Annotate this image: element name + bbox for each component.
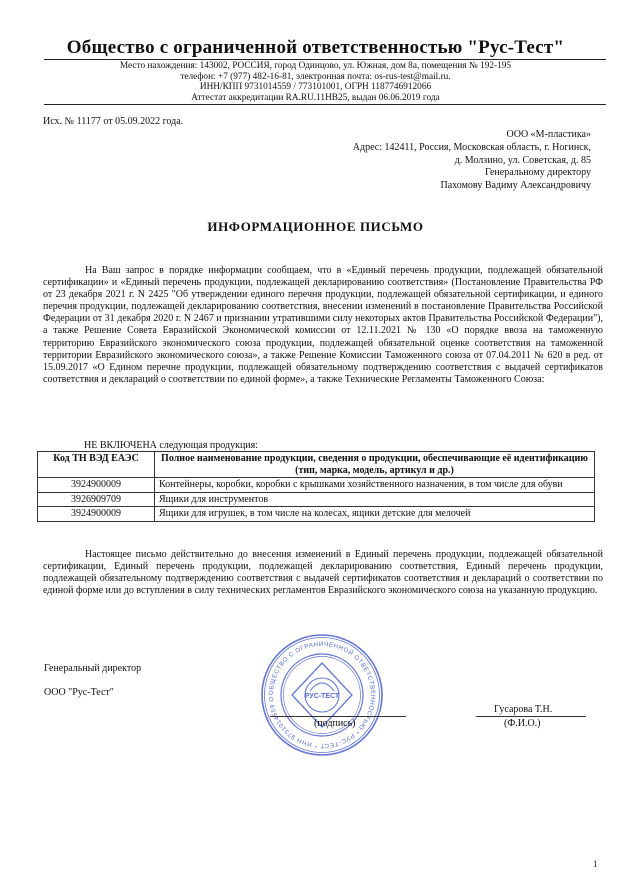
company-stamp — [260, 633, 384, 757]
recipient-org: ООО «М-пластика» — [506, 129, 591, 140]
stamp-center-text: РУС-ТЕСТ — [304, 693, 340, 700]
body-paragraph: На Ваш запрос в порядке информации сообщаем, что в «Единый перечень продукции, подлежащей обязательной сертификации» и «Единый перечень продукции, подлежащей декларированию соответствия» (Постановление Правительства РФ от 23 декабря 2021 г. N 2425 "Об утверждении единого перечня продукции, подлежащей обязательной сертификации, и единого перечня продукции, подлежащей декларированию соответствия, внесении изменений в постановление Правительства Российской Федерации от 31 декабря 2020 г. N 2467 и признании утратившими силу некоторых актов Правительства Российской Федерации"), а также Решение Совета Евразийской Экономической комиссии от 12.11.2021 № 130 «О порядке ввоза на таможенную территорию Евразийского экономического союза продукции, подлежащей обязательной оценке соответствия на таможенной территории Евразийского экономического союза», а также Решение Комиссии Таможенного союза от 07.04.2011 № 620 в ред. от 15.09.2017 «О Едином перечне продукции, подлежащей обязательному подтверждению соответствия с выдачей сертификатов соответствия и деклараций о соответствии по единой форме», а также Технические Регламенты Таможенного Союза: — [43, 265, 603, 385]
row-description: Ящики для инструментов — [155, 492, 595, 507]
name-caption: (Ф.И.О.) — [504, 718, 541, 729]
company-ids: ИНН/КПП 9731014559 / 773101001, ОГРН 1187746912066 — [199, 82, 432, 92]
recipient-position: Генеральному директору — [484, 167, 591, 178]
document-title: ИНФОРМАЦИОННОЕ ПИСЬМО — [207, 219, 424, 234]
row-code: 3926909709 — [38, 492, 155, 507]
header-rule-bottom — [44, 104, 606, 105]
table-row — [38, 492, 595, 507]
company-name: Общество с ограниченной ответственностью "Рус-Тест" — [66, 37, 565, 58]
recipient-address: Адрес: 142411, Россия, Московская область, г. Ногинск, — [352, 142, 591, 153]
table-header-row — [38, 452, 595, 478]
stamp-seal-icon — [260, 633, 384, 757]
name-line — [476, 716, 586, 717]
company-address: Место нахождения: 143002, РОССИЯ, город Одинцово, ул. Южная, дом 8а, помещения № 192-195 — [119, 61, 512, 71]
signatory-org: ООО "Рус-Тест" — [44, 687, 114, 698]
company-contacts: телефон: +7 (977) 482-16-81, электронная почта: os-rus-test@mail.ru. — [180, 71, 451, 82]
outgoing-number: Исх. № 11177 от 05.09.2022 года. — [43, 116, 184, 127]
recipient-address-2: д. Молзино, ул. Советская, д. 85 — [454, 155, 591, 166]
signatory-name: Гусарова Т.Н. — [494, 704, 553, 715]
company-accreditation: Аттестат аккредитации RA.RU.11НВ25, выдан 06.06.2019 года — [191, 92, 440, 103]
header-rule — [44, 59, 606, 60]
row-description: Контейнеры, коробки, коробки с крышками хозяйственного назначения, в том числе для обуви — [155, 478, 595, 493]
table-row — [38, 507, 595, 522]
product-table — [37, 451, 595, 522]
closing-paragraph: Настоящее письмо действительно до внесения изменений в Единый перечень продукции, подлежащей обязательной сертификации, Единый перечень продукции, подлежащей декларированию соответствия, Единый перечень продукции, подлежащей обязательному подтверждению соответствия с выдачей сертификатов соответствия и деклараций о соответствии по единой форме или до вступления в силу технических регламентов Евразийского экономического союза на указанную продукцию. — [43, 549, 603, 597]
row-description: Ящики для игрушек, в том числе на колесах, ящики детские для мелочей — [155, 507, 595, 522]
table-lead: НЕ ВКЛЮЧЕНА следующая продукция: — [84, 440, 259, 451]
row-code: 3924900009 — [38, 478, 155, 493]
signatory-position: Генеральный директор — [44, 663, 142, 674]
page-number: 1 — [593, 859, 598, 869]
recipient-name: Пахомову Вадиму Александровичу — [440, 180, 591, 191]
header-code: Код ТН ВЭД ЕАЭС — [38, 452, 155, 478]
table-row — [38, 478, 595, 493]
row-code: 3924900009 — [38, 507, 155, 522]
signature-line — [270, 716, 406, 717]
header-description: Полное наименование продукции, сведения о продукции, обеспечивающие её идентификацию (тип, марка, модель, артикул и др.) — [155, 452, 595, 478]
signature-caption: (подпись) — [314, 718, 356, 729]
stamp-ring-text: ОБЩЕСТВО С ОГРАНИЧЕННОЙ ОТВЕТСТВЕННОСТЬЮ * РУС-ТЕСТ * ИНН 9731014559 О — [267, 640, 377, 750]
